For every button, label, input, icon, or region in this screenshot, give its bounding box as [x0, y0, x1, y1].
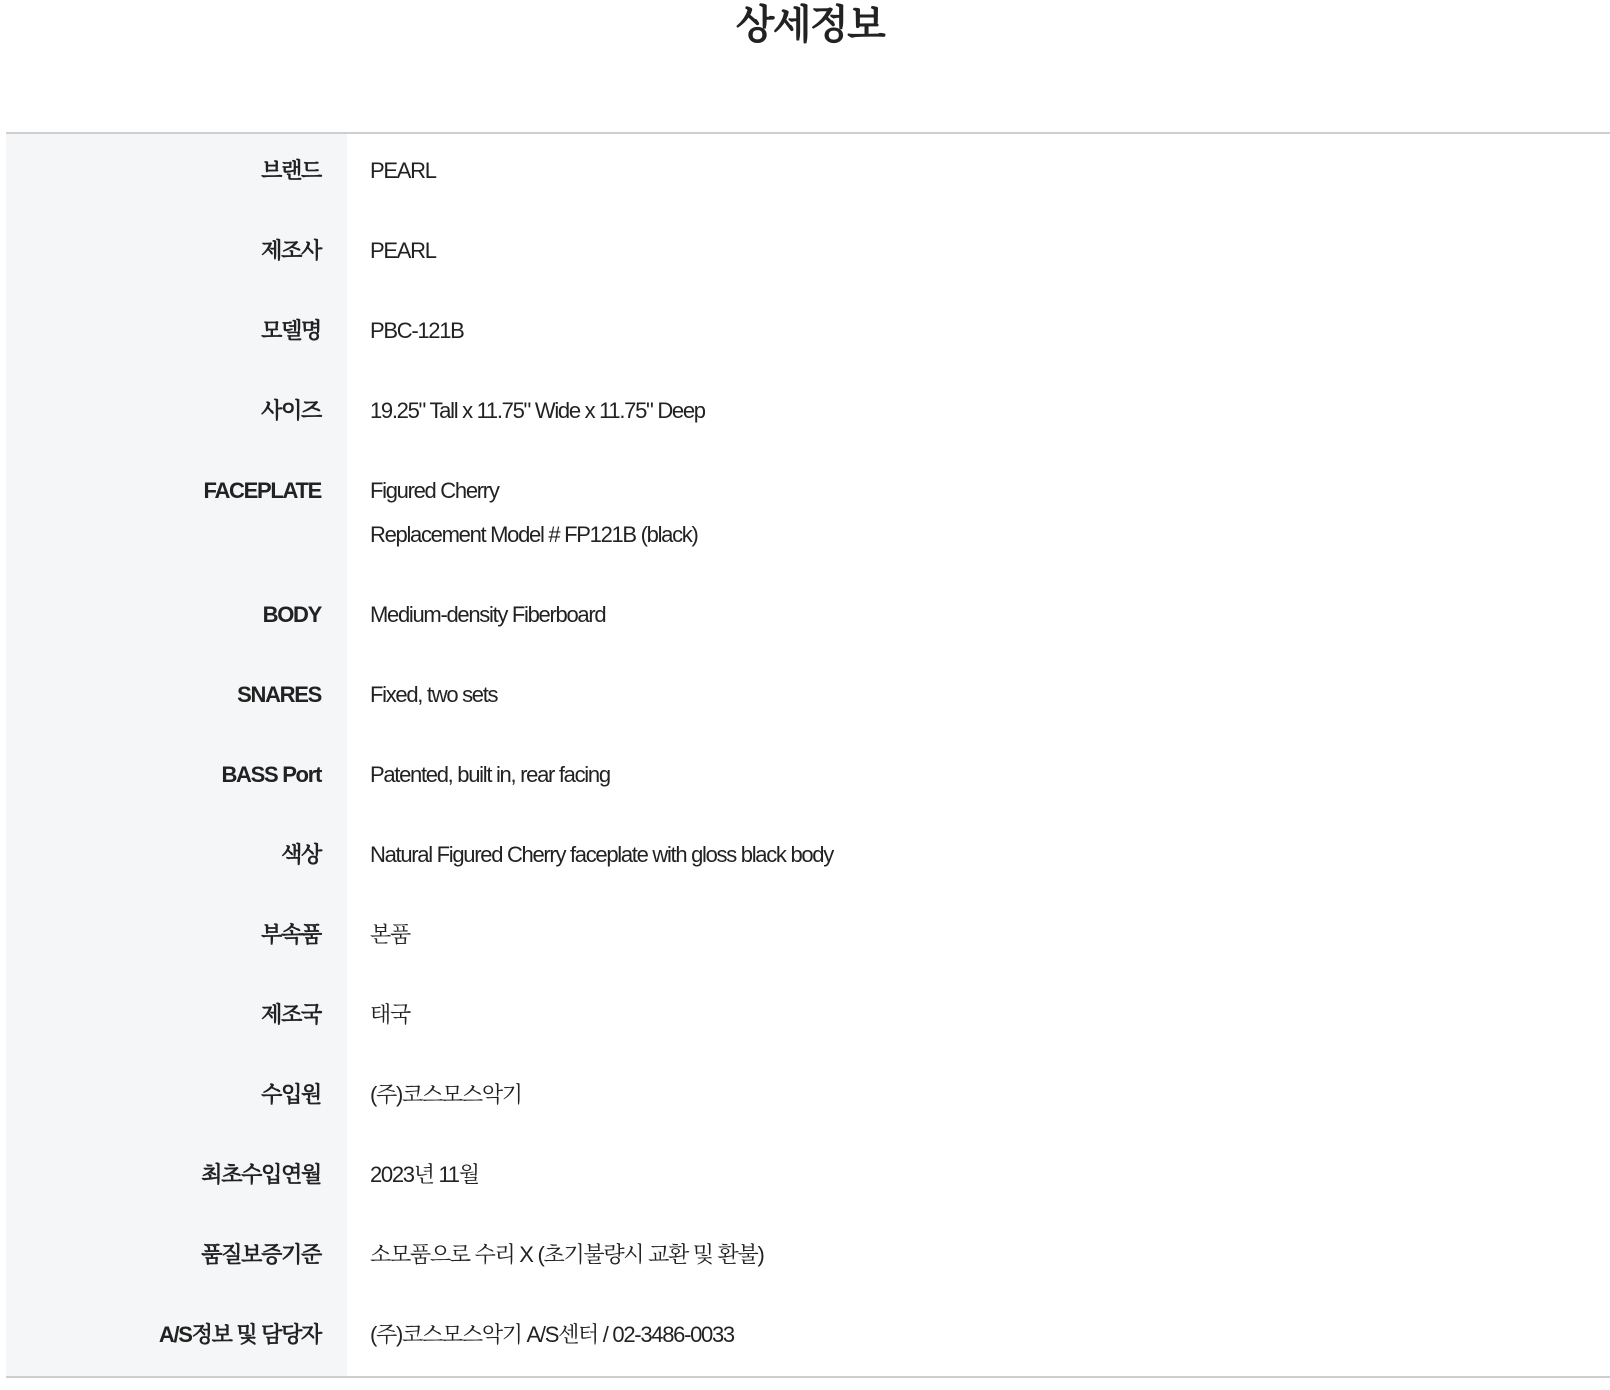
row-label: FACEPLATE [6, 452, 347, 576]
row-value: Natural Figured Cherry faceplate with gloss black body [370, 842, 833, 867]
page-title: 상세정보 [735, 3, 885, 47]
table-row [6, 212, 1610, 292]
row-label: 제조국 [6, 976, 347, 1056]
row-label: 최초수입연월 [6, 1136, 347, 1216]
row-value [347, 452, 1610, 576]
row-value: Fixed, two sets [370, 682, 498, 707]
row-label: A/S정보 및 담당자 [6, 1296, 347, 1377]
row-value: 19.25" Tall x 11.75" Wide x 11.75" Deep [370, 398, 705, 423]
row-value: 2023년 11월 [370, 1162, 479, 1187]
row-label: 사이즈 [6, 372, 347, 452]
row-label: 수입원 [6, 1056, 347, 1136]
table-row [6, 452, 1610, 576]
table-row [6, 1136, 1610, 1216]
row-value-line: Replacement Model # FP121B (black) [370, 522, 698, 547]
row-value: PEARL [370, 238, 436, 263]
row-value: 소모품으로 수리 X (초기불량시 교환 및 환불) [370, 1242, 764, 1267]
table-row [6, 1296, 1610, 1377]
row-value: 본품 [370, 922, 410, 947]
row-label: 모델명 [6, 292, 347, 372]
table-row [6, 133, 1610, 212]
table-row [6, 976, 1610, 1056]
row-value: Patented, built in, rear facing [370, 762, 610, 787]
row-value: (주)코스모스악기 [370, 1082, 522, 1107]
row-label: 제조사 [6, 212, 347, 292]
row-label: 품질보증기준 [6, 1216, 347, 1296]
row-label: SNARES [6, 656, 347, 736]
row-value: 태국 [370, 1002, 410, 1027]
table-row [6, 372, 1610, 452]
spec-table [6, 132, 1610, 1378]
table-row [6, 656, 1610, 736]
row-value: Medium-density Fiberboard [370, 602, 606, 627]
row-label: BODY [6, 576, 347, 656]
row-label: 브랜드 [6, 133, 347, 212]
table-row [6, 1056, 1610, 1136]
table-row [6, 576, 1610, 656]
row-value: PEARL [370, 158, 436, 183]
row-value: PBC-121B [370, 318, 464, 343]
table-row [6, 736, 1610, 816]
row-label: 색상 [6, 816, 347, 896]
table-row [6, 1216, 1610, 1296]
table-row [6, 292, 1610, 372]
row-label: 부속품 [6, 896, 347, 976]
row-value-line: Figured Cherry [370, 478, 499, 503]
table-row [6, 896, 1610, 976]
row-label: BASS Port [6, 736, 347, 816]
row-value: (주)코스모스악기 A/S센터 / 02-3486-0033 [370, 1322, 734, 1347]
table-row [6, 816, 1610, 896]
